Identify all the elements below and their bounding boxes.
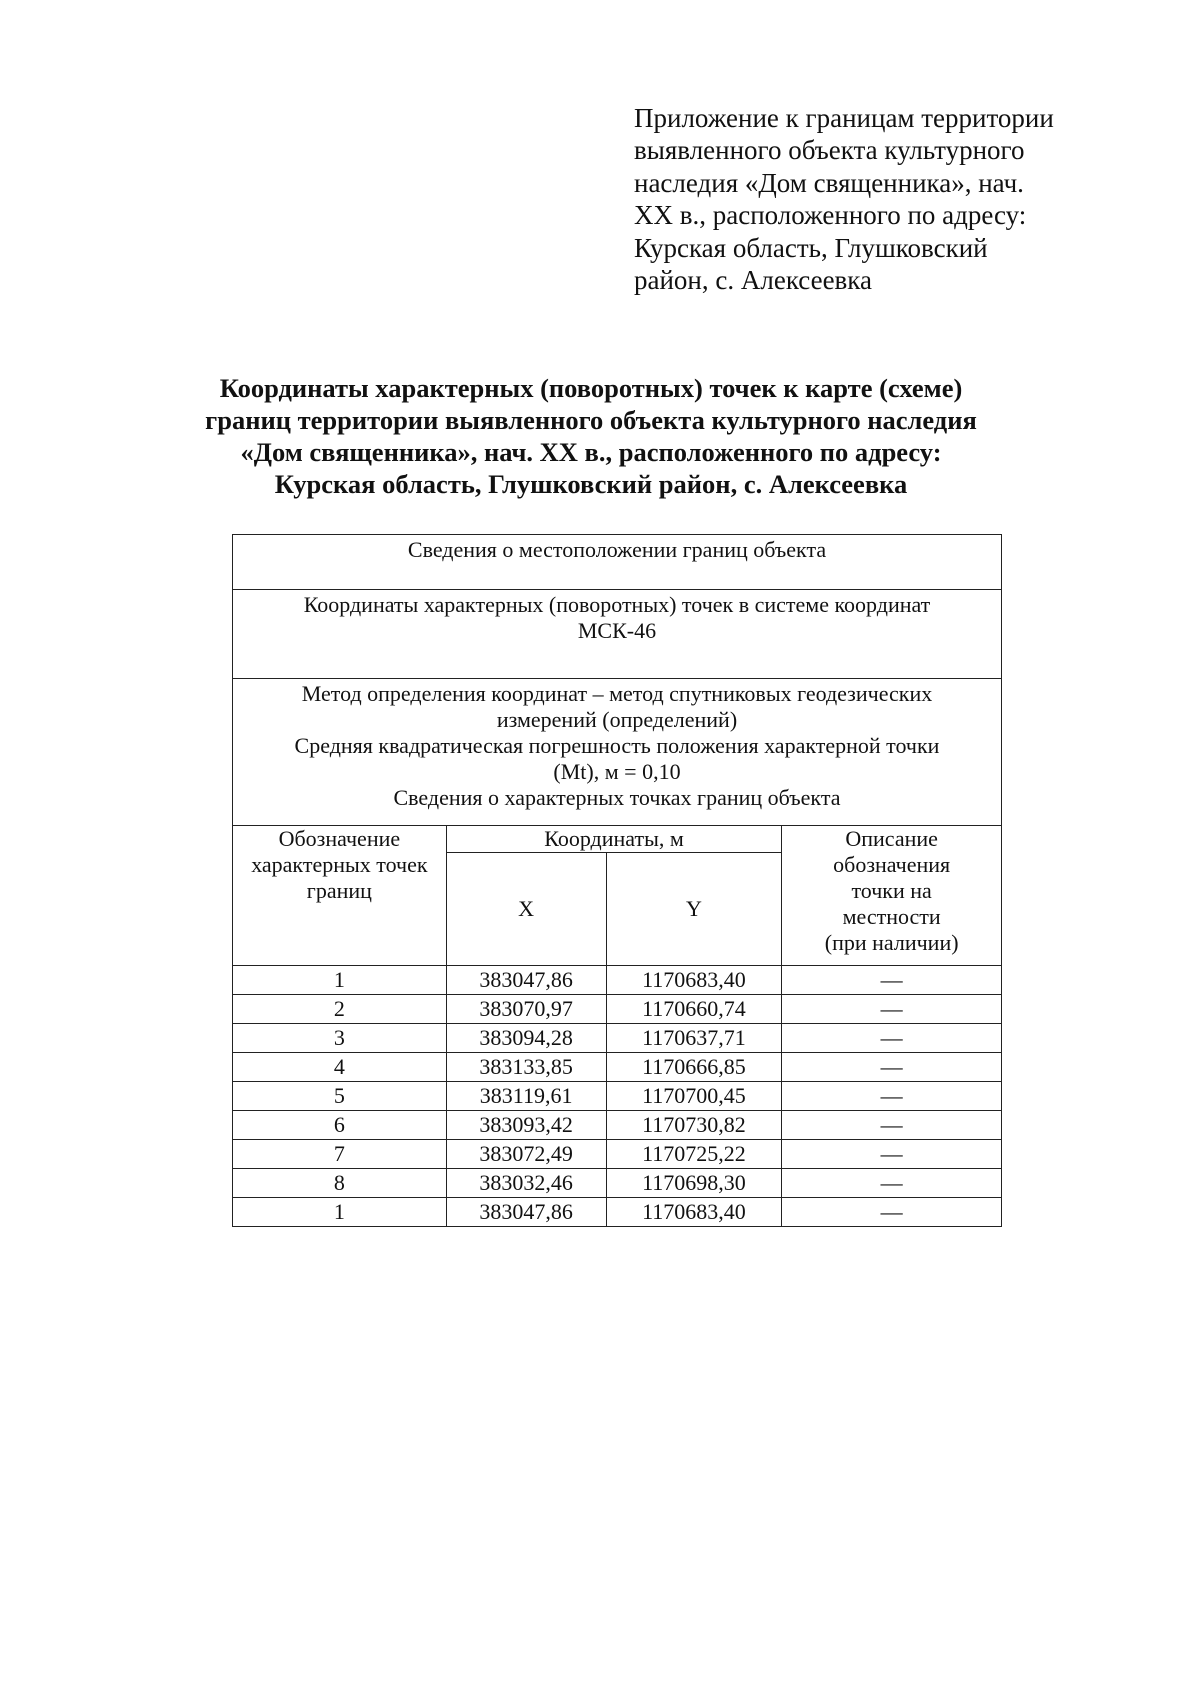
y-cell: 1170666,85 xyxy=(606,1053,782,1082)
coordinate-system-line: МСК-46 xyxy=(577,618,657,643)
header-line: границ xyxy=(306,878,372,903)
appendix-line: наследия «Дом священника», нач. xyxy=(634,167,1024,198)
method-line: Средняя квадратическая погрешность положения характерной точки xyxy=(294,733,940,758)
section-row xyxy=(233,590,1002,679)
description-cell: — xyxy=(782,995,1002,1024)
point-cell: 7 xyxy=(233,1140,447,1169)
point-cell: 1 xyxy=(233,1198,447,1227)
coordinates-header: Координаты, м xyxy=(446,826,782,853)
appendix-line: Приложение к границам территории xyxy=(634,103,1054,133)
point-cell: 2 xyxy=(233,995,447,1024)
x-cell: 383032,46 xyxy=(446,1169,606,1198)
point-cell: 3 xyxy=(233,1024,447,1053)
y-cell: 1170660,74 xyxy=(606,995,782,1024)
point-label-header xyxy=(233,826,447,966)
description-cell: — xyxy=(782,1024,1002,1053)
table-row xyxy=(233,1111,1002,1140)
y-cell: 1170683,40 xyxy=(606,966,782,995)
table-row xyxy=(233,1140,1002,1169)
x-cell: 383072,49 xyxy=(446,1140,606,1169)
y-cell: 1170683,40 xyxy=(606,1198,782,1227)
appendix-line: Курская область, Глушковский xyxy=(634,232,988,263)
appendix-note xyxy=(634,102,1085,296)
y-cell: 1170700,45 xyxy=(606,1082,782,1111)
point-cell: 1 xyxy=(233,966,447,995)
header-line: Описание xyxy=(845,826,938,851)
header-line: обозначения xyxy=(833,852,951,877)
method-cell xyxy=(233,679,1002,826)
description-cell: — xyxy=(782,966,1002,995)
description-cell: — xyxy=(782,1169,1002,1198)
x-cell: 383133,85 xyxy=(446,1053,606,1082)
y-cell: 1170725,22 xyxy=(606,1140,782,1169)
title-line: Координаты характерных (поворотных) точек к карте (схеме) xyxy=(219,373,963,403)
header-line: (при наличии) xyxy=(824,930,959,955)
header-line: точки на xyxy=(851,878,932,903)
description-cell: — xyxy=(782,1053,1002,1082)
title-line: «Дом священника», нач. XX в., расположенного по адресу: xyxy=(240,437,942,467)
document-title xyxy=(150,372,1032,500)
title-line: Курская область, Глушковский район, с. Алексеевка xyxy=(274,469,908,499)
table-row xyxy=(233,1082,1002,1111)
description-header xyxy=(782,826,1002,966)
y-header: Y xyxy=(606,853,782,966)
header-line: Обозначение xyxy=(278,826,401,851)
x-cell: 383094,28 xyxy=(446,1024,606,1053)
x-cell: 383047,86 xyxy=(446,966,606,995)
point-cell: 5 xyxy=(233,1082,447,1111)
appendix-line: выявленного объекта культурного xyxy=(634,135,1025,166)
description-cell: — xyxy=(782,1082,1002,1111)
point-cell: 6 xyxy=(233,1111,447,1140)
method-line: Метод определения координат – метод спутниковых геодезических xyxy=(301,681,933,706)
table-row xyxy=(233,1024,1002,1053)
coordinate-system-line: Координаты характерных (поворотных) точек в системе координат xyxy=(303,592,931,617)
method-line: (Mt), м = 0,10 xyxy=(553,759,681,784)
header-line: местности xyxy=(842,904,941,929)
description-cell: — xyxy=(782,1111,1002,1140)
table-row xyxy=(233,1198,1002,1227)
y-cell: 1170637,71 xyxy=(606,1024,782,1053)
description-cell: — xyxy=(782,1198,1002,1227)
appendix-line: XX в., расположенного по адресу: xyxy=(634,200,1027,231)
coordinates-table xyxy=(232,534,1002,1227)
section-row xyxy=(233,535,1002,590)
point-cell: 8 xyxy=(233,1169,447,1198)
section-row xyxy=(233,679,1002,826)
method-line: Сведения о характерных точках границ объекта xyxy=(393,785,841,810)
description-cell: — xyxy=(782,1140,1002,1169)
section-title: Сведения о местоположении границ объекта xyxy=(407,537,827,562)
appendix-line: район, с. Алексеевка xyxy=(634,265,872,296)
x-cell: 383119,61 xyxy=(446,1082,606,1111)
point-cell: 4 xyxy=(233,1053,447,1082)
y-cell: 1170730,82 xyxy=(606,1111,782,1140)
x-cell: 383047,86 xyxy=(446,1198,606,1227)
x-cell: 383070,97 xyxy=(446,995,606,1024)
table-row xyxy=(233,995,1002,1024)
x-header: X xyxy=(446,853,606,966)
table-row xyxy=(233,1169,1002,1198)
table-row xyxy=(233,966,1002,995)
table-row xyxy=(233,1053,1002,1082)
y-cell: 1170698,30 xyxy=(606,1169,782,1198)
location-info-cell xyxy=(233,535,1002,590)
coordinate-system-cell xyxy=(233,590,1002,679)
header-row xyxy=(233,826,1002,853)
title-line: границ территории выявленного объекта культурного наследия xyxy=(205,405,977,435)
x-cell: 383093,42 xyxy=(446,1111,606,1140)
table-body xyxy=(233,535,1002,1227)
method-line: измерений (определений) xyxy=(496,707,738,732)
header-line: характерных точек xyxy=(251,852,428,877)
